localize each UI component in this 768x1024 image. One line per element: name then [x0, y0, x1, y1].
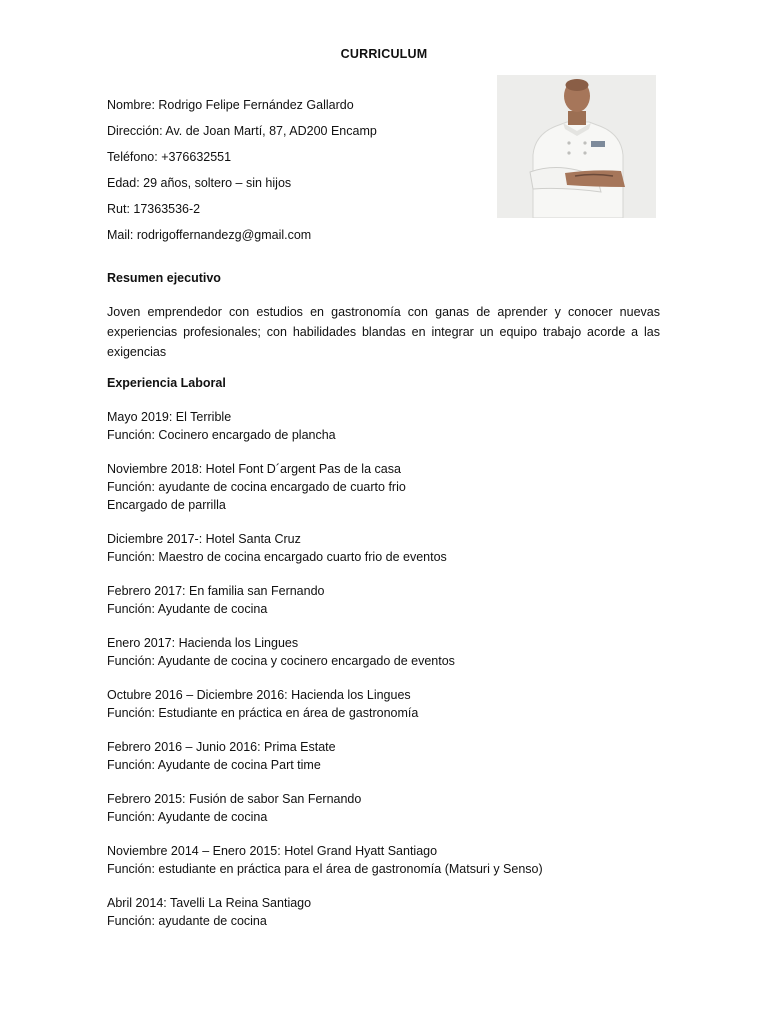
- job-entry: [107, 894, 543, 946]
- personal-address: Dirección: Av. de Joan Martí, 87, AD200 Encamp: [107, 124, 377, 138]
- job-period: Febrero 2016 – Junio 2016: Prima Estate: [107, 740, 336, 754]
- job-entry: [107, 582, 543, 634]
- experience-heading: Experiencia Laboral: [107, 376, 226, 390]
- personal-email: Mail: rodrigoffernandezg@gmail.com: [107, 228, 312, 242]
- personal-name: Nombre: Rodrigo Felipe Fernández Gallardo: [107, 98, 354, 112]
- job-entry: [107, 842, 543, 894]
- job-period: Mayo 2019: El Terrible: [107, 410, 232, 424]
- job-entry: [107, 460, 543, 530]
- summary-heading: Resumen ejecutivo: [107, 271, 221, 285]
- summary-text: Joven emprendedor con estudios en gastronomía con ganas de aprender y conocer nuevas experiencias profesionales; con habilidades blandas en integrar un equipo trabajo acorde a las exigencias: [107, 305, 660, 359]
- job-entry: [107, 790, 543, 842]
- chef-portrait: [497, 75, 656, 218]
- document-title: CURRICULUM: [340, 47, 428, 61]
- job-entry: [107, 686, 543, 738]
- job-function: Función: Ayudante de cocina Part time: [107, 758, 321, 772]
- job-period: Octubre 2016 – Diciembre 2016: Hacienda los Lingues: [107, 688, 411, 702]
- experience-list: [107, 408, 543, 946]
- personal-info: [107, 97, 377, 253]
- personal-age: Edad: 29 años, soltero – sin hijos: [107, 176, 292, 190]
- job-period: Noviembre 2018: Hotel Font D´argent Pas de la casa: [107, 462, 401, 476]
- job-entry: [107, 530, 543, 582]
- profile-photo: [497, 75, 656, 218]
- job-period: Febrero 2015: Fusión de sabor San Fernando: [107, 792, 362, 806]
- job-function: Función: Estudiante en práctica en área de gastronomía: [107, 706, 419, 720]
- job-function: Función: Cocinero encargado de plancha: [107, 428, 336, 442]
- job-entry: [107, 408, 543, 460]
- job-extra: Encargado de parrilla: [107, 498, 226, 512]
- job-period: Febrero 2017: En familia san Fernando: [107, 584, 325, 598]
- job-entry: [107, 738, 543, 790]
- job-function: Función: estudiante en práctica para el área de gastronomía (Matsuri y Senso): [107, 862, 543, 876]
- job-period: Diciembre 2017-: Hotel Santa Cruz: [107, 532, 301, 546]
- job-period: Enero 2017: Hacienda los Lingues: [107, 636, 299, 650]
- job-period: Noviembre 2014 – Enero 2015: Hotel Grand Hyatt Santiago: [107, 844, 438, 858]
- job-entry: [107, 634, 543, 686]
- job-period: Abril 2014: Tavelli La Reina Santiago: [107, 896, 312, 910]
- job-function: Función: Ayudante de cocina y cocinero encargado de eventos: [107, 654, 455, 668]
- job-function: Función: Ayudante de cocina: [107, 810, 268, 824]
- job-function: Función: ayudante de cocina encargado de cuarto frio: [107, 480, 406, 494]
- personal-rut: Rut: 17363536-2: [107, 202, 201, 216]
- job-function: Función: Maestro de cocina encargado cuarto frio de eventos: [107, 550, 447, 564]
- job-function: Función: Ayudante de cocina: [107, 602, 268, 616]
- personal-phone: Teléfono: +376632551: [107, 150, 232, 164]
- job-function: Función: ayudante de cocina: [107, 914, 267, 928]
